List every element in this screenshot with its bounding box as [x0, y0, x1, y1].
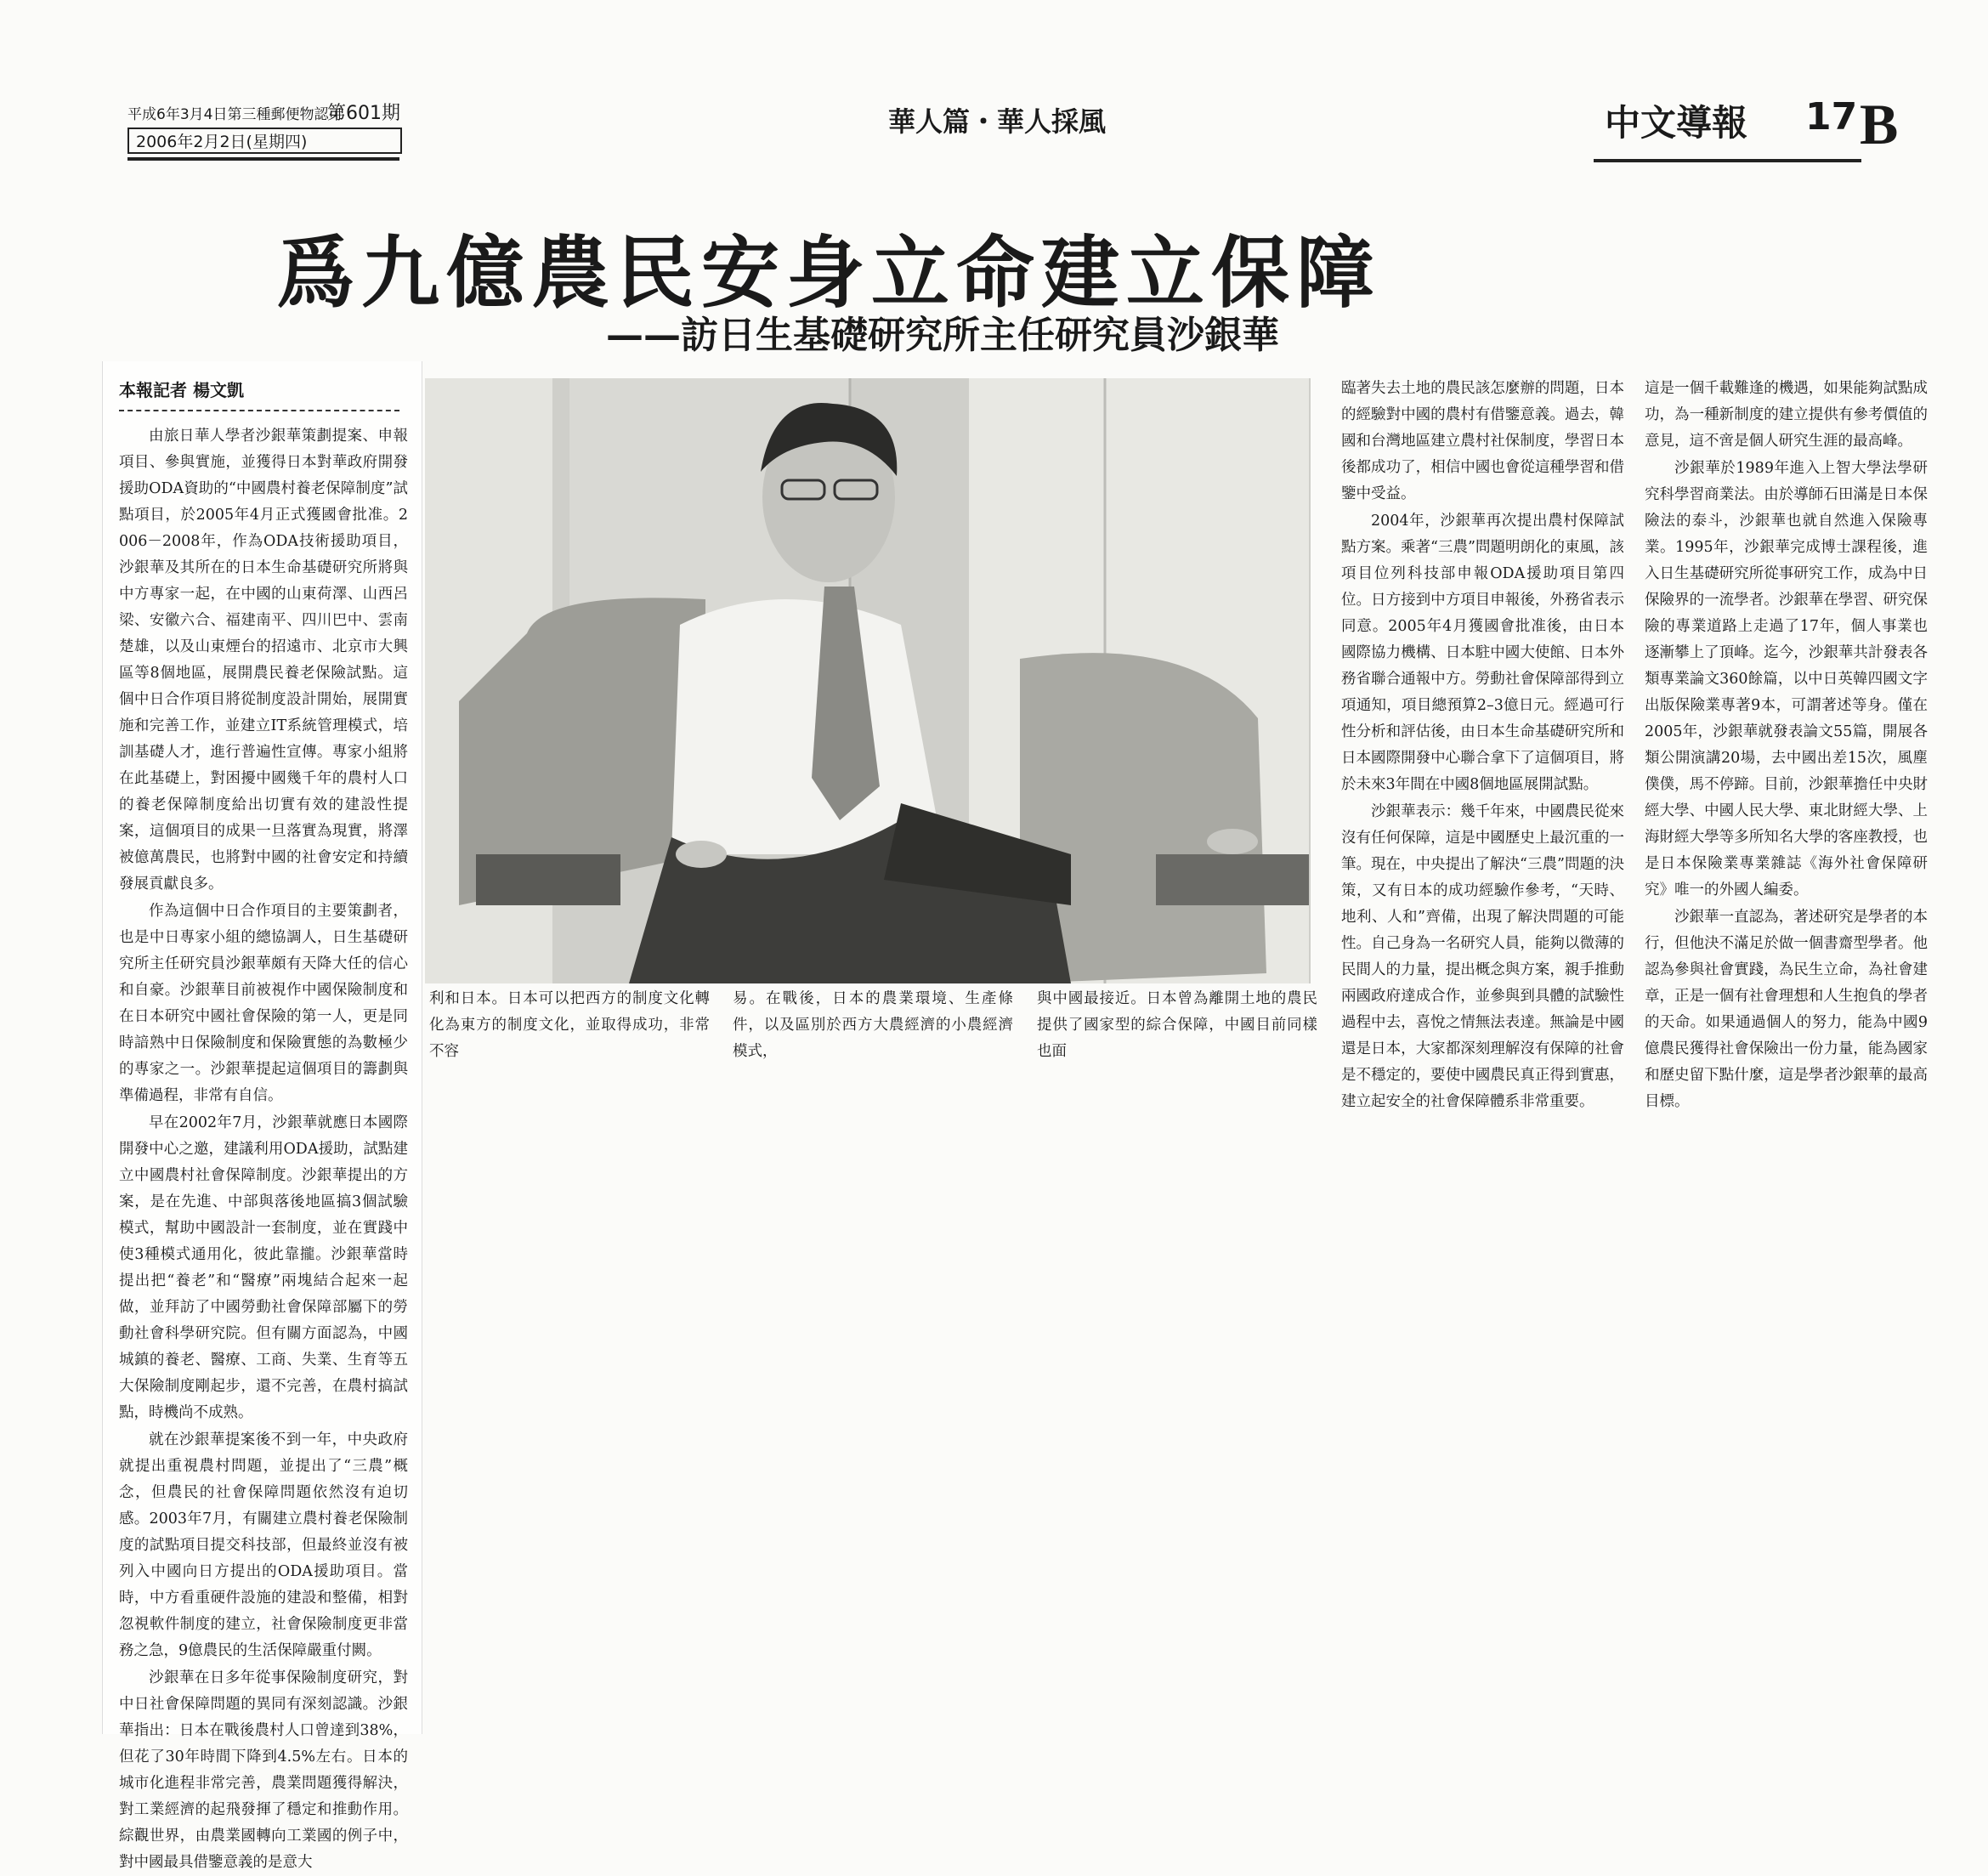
col1-paragraph: 沙銀華在日多年從事保險制度研究，對中日社會保障問題的異同有深刻認識。沙銀華指出：日本在戰後農村人口曾達到38%，但花了30年時間下降到4.5%左右。日本的城市化進程非常完善，農業問題獲得解決，對工業經濟的起飛發揮了穩定和推動作用。綜觀世界，由農業國轉向工業國的例子中，對中國最具借鑒意義的是意大 [119, 1669, 408, 1871]
col5-paragraph: 沙銀華表示：幾千年來，中國農民從來沒有任何保障，這是中國歷史上最沉重的一筆。現在，中央提出了解決“三農”問題的決策，又有日本的成功經驗作參考，“天時、地利、人和”齊備，出現了解決問題的可能性。自己身為一名研究人員，能夠以微薄的民間人的力量，提出概念與方案，親手推動兩國政府達成合作，並參與到具體的試驗性過程中去，喜悅之情無法表達。無論是中國還是日本，大家都深刻理解沒有保障的社會是不穩定的，要使中國農民真正得到實惠，建立起安全的社會保障體系非常重要。 [1341, 803, 1624, 1110]
col2-paragraph: 利和日本。日本可以把西方的制度文化轉化為東方的制度文化，並取得成功，非常不容 [429, 990, 710, 1060]
col6-paragraph: 沙銀華於1989年進入上智大學法學研究科學習商業法。由於導師石田滿是日本保險法的泰斗，沙銀華也就自然進入保險專業。1995年，沙銀華完成博士課程後，進入日生基礎研究所從事研究工作，成為中日保險界的一流學者。沙銀華在學習、研究保險的專業道路上走過了17年，個人事業也逐漸攀上了頂峰。迄今，沙銀華共計發表各類專業論文360餘篇，以中日英韓四國文字出版保險業專著9本，可謂著述等身。僅在2005年，沙銀華就發表論文55篇，開展各類公開演講20場，去中國出差15次，風塵僕僕，馬不停蹄。目前，沙銀華擔任中央財經大學、中國人民大學、東北財經大學、上海財經大學等多所知名大學的客座教授，也是日本保險業專業雜誌《海外社會保障研究》唯一的外國人編委。 [1645, 460, 1928, 898]
headline: 爲九億農民安身立命建立保障 [276, 228, 1382, 319]
article-column-2 [429, 986, 710, 1060]
col6-paragraph: 沙銀華一直認為，著述研究是學者的本行，但他決不滿足於做一個書齋型學者。他認為參與社會實踐，為民生立命，為社會建章，正是一個有社會理想和人生抱負的學者的天命。如果通過個人的努力，能為中國9億農民獲得社會保險出一份力量，能為國家和歷史留下點什麼，這是學者沙銀華的最高目標。 [1645, 909, 1928, 1110]
article-column-4 [1037, 986, 1317, 1060]
article-column-6 [1645, 376, 1928, 1110]
photo-illustration [425, 378, 1311, 983]
page-number: 17 [1805, 95, 1858, 139]
paper-name: 中文導報 [1605, 102, 1748, 144]
col5-paragraph: 臨著失去土地的農民該怎麼辦的問題，日本的經驗對中國的農村有借鑒意義。過去，韓國和台灣地區建立農村社保制度，學習日本後都成功了，相信中國也會從這種學習和借鑒中受益。 [1341, 380, 1624, 502]
col1-paragraph: 由旅日華人學者沙銀華策劃提案、申報項目、參與實施，並獲得日本對華政府開發援助ODA資助的“中國農村養老保障制度”試點項目，於2005年4月正式獲國會批准。2006－2008年，作為ODA技術援助項目，沙銀華及其所在的日本生命基礎研究所將與中方專家一起，在中國的山東荷澤、山西呂梁、安徽六合、福建南平、四川巴中、雲南楚雄，以及山東煙台的招遠市、北京市大興區等8個地區，展開農民養老保險試點。這個中日合作項目將從制度設計開始，展開實施和完善工作，並建立IT系統管理模式，培訓基礎人才，進行普遍性宣傳。專家小組將在此基礎上，對困擾中國幾千年的農村人口的養老保障制度給出切實有效的建設性提案，這個項目的成果一旦落實為現實，將澤被億萬農民，也將對中國的社會安定和持續發展貢獻良多。 [119, 428, 408, 893]
col1-paragraph: 就在沙銀華提案後不到一年，中央政府就提出重視農村問題，並提出了“三農”概念，但農民的社會保障問題依然沒有迫切感。2003年7月，有關建立農村養老保險制度的試點項目提交科技部，但最終並沒有被列入中國向日方提出的ODA援助項目。當時，中方看重硬件設施的建設和整備，相對忽視軟件制度的建立，社會保險制度更非當務之急，9億農民的生活保障嚴重付闕。 [119, 1431, 408, 1659]
col1-paragraph: 早在2002年7月，沙銀華就應日本國際開發中心之邀，建議利用ODA援助，試點建立中國農村社會保障制度。沙銀華提出的方案，是在先進、中部與落後地區搞3個試驗模式，幫助中國設計一套制度，並在實踐中使3種模式通用化，彼此靠攏。沙銀華當時提出把“養老”和“醫療”兩塊結合起來一起做，並拜訪了中國勞動社會保障部屬下的勞動社會科學研究院。但有關方面認為，中國城鎮的養老、醫療、工商、失業、生育等五大保險制度剛起步，還不完善，在農村搞試點，時機尚不成熟。 [119, 1114, 408, 1421]
permit-text: 平成6年3月4日第三種郵便物認可 [127, 106, 343, 123]
article-column-1 [119, 423, 408, 1871]
masthead-rule-right [1594, 159, 1861, 162]
col6-paragraph: 這是一個千載難逢的機遇，如果能夠試點成功，為一種新制度的建立提供有參考價值的意見，這不啻是個人研究生涯的最高峰。 [1645, 380, 1928, 450]
col5-paragraph: 2004年，沙銀華再次提出農村保障試點方案。乘著“三農”問題明朗化的東風，該項目位列科技部申報ODA援助項目第四位。日方接到中方項目申報後，外務省表示同意。2005年4月獲國會批准後，由日本國際協力機構、日本駐中國大使館、日本外務省聯合通報中方。勞動社會保障部得到立項通知，項目總預算2–3億日元。經過可行性分析和評估後，由日本生命基礎研究所和日本國際開發中心聯合拿下了這個項目，將於未來3年間在中國8個地區展開試點。 [1341, 513, 1624, 793]
col4-paragraph: 與中國最接近。日本曾為離開土地的農民提供了國家型的綜合保障，中國目前同樣也面 [1037, 990, 1317, 1060]
issue-number: 第601期 [327, 103, 400, 124]
masthead-rule-left [127, 157, 399, 161]
article-column-3 [733, 986, 1013, 1060]
col1-paragraph: 作為這個中日合作項目的主要策劃者，也是中日專家小組的總協調人，日生基礎研究所主任研究員沙銀華頗有天降大任的信心和自豪。沙銀華目前被視作中國保險制度和在日本研究中國社會保險的第一人，更是同時諳熟中日保險制度和保險實態的為數極少的專家之一。沙銀華提起這個項目的籌劃與準備過程，非常有自信。 [119, 903, 408, 1104]
portrait-photo [425, 378, 1311, 983]
page-section-letter: B [1860, 92, 1899, 156]
byline: 本報記者 楊文凱 [119, 380, 244, 400]
byline-divider [119, 410, 399, 411]
article-column-5 [1341, 376, 1624, 1110]
col3-paragraph: 易。在戰後，日本的農業環境、生產條件，以及區別於西方大農經濟的小農經濟模式， [733, 990, 1013, 1060]
subhead: ——訪日生基礎研究所主任研究員沙銀華 [606, 314, 1279, 357]
section-title: 華人篇・華人採風 [888, 105, 1107, 138]
issue-date: 2006年2月2日(星期四) [127, 128, 402, 154]
